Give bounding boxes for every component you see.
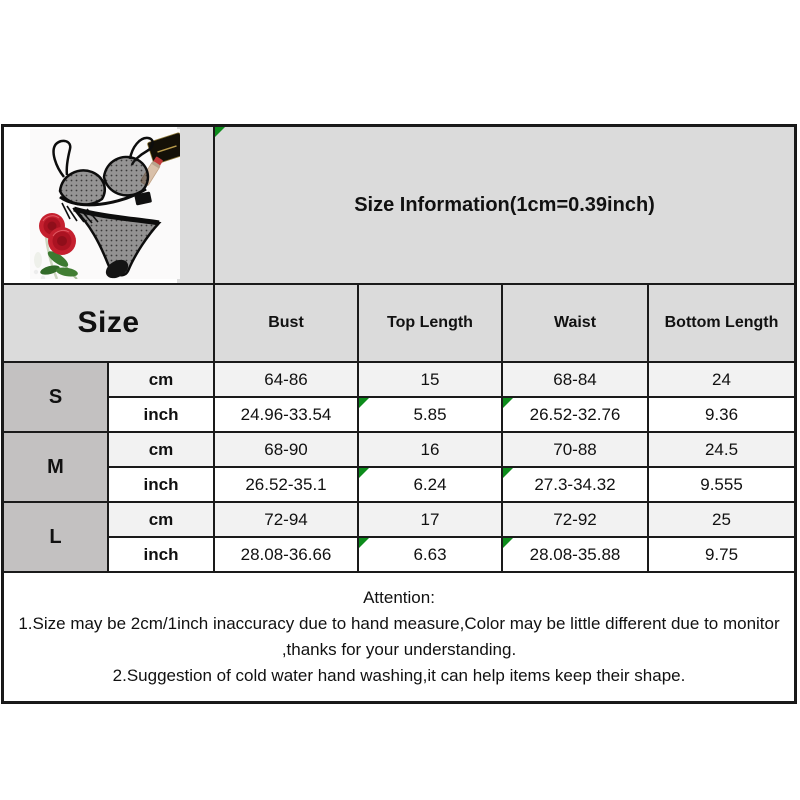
size-chart-panel bbox=[1, 124, 797, 704]
value-cell: 72-94 bbox=[214, 502, 358, 537]
row-l-cm bbox=[3, 502, 795, 537]
attention-heading: Attention: bbox=[363, 588, 435, 607]
value-cell: 9.36 bbox=[648, 397, 795, 432]
value-text: 5.85 bbox=[413, 404, 447, 424]
value-cell bbox=[502, 397, 648, 432]
unit-label-inch: inch bbox=[108, 397, 214, 432]
row-s-inch bbox=[3, 397, 795, 432]
green-corner-flag-icon bbox=[359, 468, 369, 478]
green-corner-flag-icon bbox=[503, 398, 513, 408]
unit-label-inch: inch bbox=[108, 467, 214, 502]
product-photo-image bbox=[30, 129, 180, 279]
size-info-header-cell bbox=[214, 126, 795, 284]
value-cell bbox=[358, 467, 502, 502]
value-cell: 9.555 bbox=[648, 467, 795, 502]
row-l-inch bbox=[3, 537, 795, 572]
value-cell: 24.96-33.54 bbox=[214, 397, 358, 432]
value-cell: 16 bbox=[358, 432, 502, 467]
column-header-bust: Bust bbox=[214, 284, 358, 362]
value-text: 6.63 bbox=[413, 544, 447, 564]
value-cell: 64-86 bbox=[214, 362, 358, 397]
value-cell bbox=[502, 537, 648, 572]
value-cell: 9.75 bbox=[648, 537, 795, 572]
column-header-top-length: Top Length bbox=[358, 284, 502, 362]
green-corner-flag-icon bbox=[215, 127, 225, 137]
column-header-waist: Waist bbox=[502, 284, 648, 362]
column-header-bottom-length: Bottom Length bbox=[648, 284, 795, 362]
size-corner-header: Size bbox=[3, 284, 214, 362]
value-cell bbox=[358, 537, 502, 572]
value-cell: 72-92 bbox=[502, 502, 648, 537]
value-cell: 68-90 bbox=[214, 432, 358, 467]
value-cell: 70-88 bbox=[502, 432, 648, 467]
value-text: 28.08-35.88 bbox=[529, 544, 621, 564]
row-m-cm bbox=[3, 432, 795, 467]
photo-header-row bbox=[3, 126, 795, 284]
size-info-title: Size Information(1cm=0.39inch) bbox=[354, 193, 655, 216]
row-m-inch bbox=[3, 467, 795, 502]
value-text: 27.3-34.32 bbox=[534, 474, 616, 494]
size-label-l: L bbox=[3, 502, 108, 572]
unit-label-inch: inch bbox=[108, 537, 214, 572]
attention-line: 1.Size may be 2cm/1inch inaccuracy due to hand measure,Color may be little different due to monitor bbox=[18, 614, 780, 633]
value-text: 6.24 bbox=[413, 474, 447, 494]
attention-line: 2.Suggestion of cold water hand washing,it can help items keep their shape. bbox=[112, 666, 686, 685]
photo-right-gray-strip bbox=[177, 127, 213, 283]
value-cell: 24 bbox=[648, 362, 795, 397]
attention-line: ,thanks for your understanding. bbox=[281, 640, 517, 659]
value-cell: 17 bbox=[358, 502, 502, 537]
unit-label-cm: cm bbox=[108, 502, 214, 537]
column-header-row bbox=[3, 284, 795, 362]
green-corner-flag-icon bbox=[359, 538, 369, 548]
product-photo-frame bbox=[4, 127, 213, 283]
value-cell: 15 bbox=[358, 362, 502, 397]
product-photo-cell bbox=[3, 126, 214, 284]
green-corner-flag-icon bbox=[359, 398, 369, 408]
value-cell bbox=[502, 467, 648, 502]
size-table bbox=[2, 125, 796, 703]
attention-note-cell bbox=[3, 572, 795, 702]
value-cell: 28.08-36.66 bbox=[214, 537, 358, 572]
unit-label-cm: cm bbox=[108, 432, 214, 467]
value-text: 26.52-32.76 bbox=[529, 404, 621, 424]
size-label-s: S bbox=[3, 362, 108, 432]
value-cell: 26.52-35.1 bbox=[214, 467, 358, 502]
value-cell: 25 bbox=[648, 502, 795, 537]
value-cell: 24.5 bbox=[648, 432, 795, 467]
attention-row bbox=[3, 572, 795, 702]
value-cell bbox=[358, 397, 502, 432]
size-label-m: M bbox=[3, 432, 108, 502]
green-corner-flag-icon bbox=[503, 468, 513, 478]
row-s-cm bbox=[3, 362, 795, 397]
value-cell: 68-84 bbox=[502, 362, 648, 397]
green-corner-flag-icon bbox=[503, 538, 513, 548]
unit-label-cm: cm bbox=[108, 362, 214, 397]
